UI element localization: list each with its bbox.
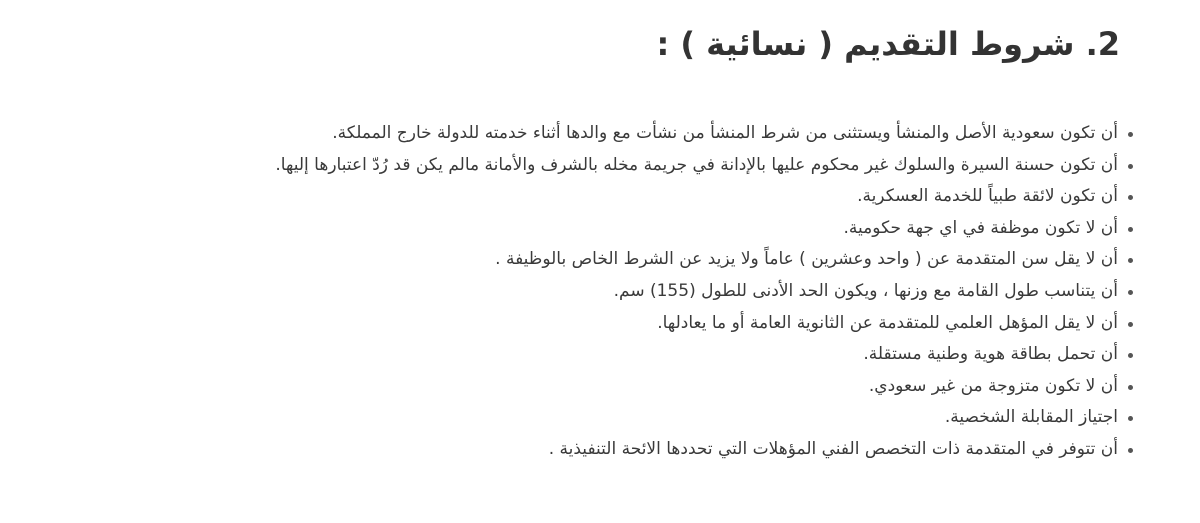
list-item: أن تكون حسنة السيرة والسلوك غير محكوم عليها بالإدانة في جريمة مخله بالشرف والأمانة مالم يكن قد رُدّ اعتبارها إليها. <box>275 150 1136 182</box>
list-item: أن تكون سعودية الأصل والمنشأ ويستثنى من شرط المنشأ من نشأت مع والدها أثناء خدمته للدولة خارج المملكة. <box>275 118 1136 150</box>
list-item: أن تتوفر في المتقدمة ذات التخصص الفني المؤهلات التي تحددها الائحة التنفيذية . <box>275 434 1136 466</box>
requirements-list <box>275 118 1136 466</box>
list-item: أن لا يقل المؤهل العلمي للمتقدمة عن الثانوية العامة أو ما يعادلها. <box>275 308 1136 340</box>
list-item: أن تكون لائقة طبياً للخدمة العسكرية. <box>275 181 1136 213</box>
list-item: أن تحمل بطاقة هوية وطنية مستقلة. <box>275 339 1136 371</box>
list-item: أن يتناسب طول القامة مع وزنها ، ويكون الحد الأدنى للطول (155) سم. <box>275 276 1136 308</box>
section-heading: 2. شروط التقديم ( نسائية ) : <box>656 25 1120 63</box>
list-item: اجتياز المقابلة الشخصية. <box>275 402 1136 434</box>
list-item: أن لا يقل سن المتقدمة عن ( واحد وعشرين ) عاماً ولا يزيد عن الشرط الخاص بالوظيفة . <box>275 244 1136 276</box>
list-item: أن لا تكون متزوجة من غير سعودي. <box>275 371 1136 403</box>
list-item: أن لا تكون موظفة في اي جهة حكومية. <box>275 213 1136 245</box>
